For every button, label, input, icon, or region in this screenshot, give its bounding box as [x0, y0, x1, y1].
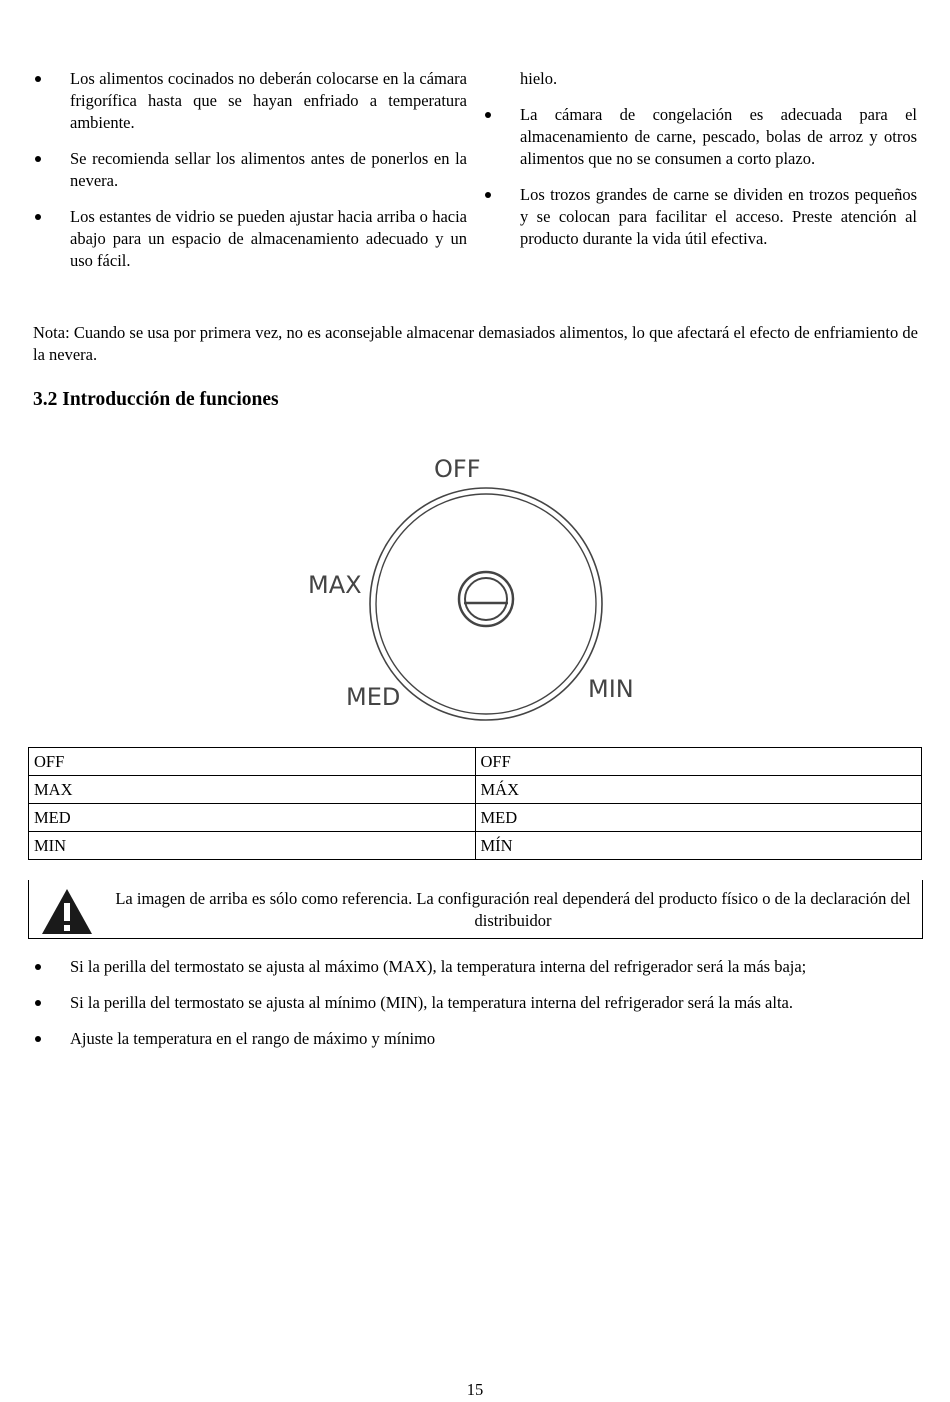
- dial-label-min: MIN: [588, 675, 634, 703]
- dial-label-med: MED: [346, 683, 401, 711]
- table-row: [29, 776, 922, 804]
- page-number: 15: [466, 1380, 484, 1399]
- thermostat-dial-diagram: [300, 445, 650, 745]
- list-item: Se recomienda sellar los alimentos antes de ponerlos en la nevera.: [33, 148, 467, 192]
- section-heading: 3.2 Introducción de funciones: [33, 389, 279, 410]
- left-column: [33, 68, 467, 272]
- right-column: [483, 68, 917, 250]
- dial-label-max: MAX: [308, 571, 362, 599]
- note-paragraph: Nota: Cuando se usa por primera vez, no es aconsejable almacenar demasiados alimentos, lo que afectará el efecto de enfriamiento de la nevera.: [33, 323, 918, 364]
- list-item: La cámara de congelación es adecuada para el almacenamiento de carne, pescado, bolas de arroz y otros alimentos que no se consumen a corto plazo.: [483, 104, 917, 170]
- list-item: Si la perilla del termostato se ajusta al máximo (MAX), la temperatura interna del refrigerador será la más baja;: [33, 956, 918, 978]
- list-item: Ajuste la temperatura en el rango de máximo y mínimo: [33, 1028, 918, 1050]
- dial-knob-icon: [459, 572, 513, 626]
- settings-table: [28, 747, 922, 860]
- list-item: Los trozos grandes de carne se dividen en trozos pequeños y se colocan para facilitar el acceso. Preste atención al producto durante la vida útil efectiva.: [483, 184, 917, 250]
- continued-text: hielo.: [520, 69, 558, 88]
- dial-label-off: OFF: [434, 455, 481, 483]
- list-item: Si la perilla del termostato se ajusta al mínimo (MIN), la temperatura interna del refrigerador será la más alta.: [33, 992, 918, 1014]
- table-row: [29, 832, 922, 860]
- list-item: Los estantes de vidrio se pueden ajustar hacia arriba o hacia abajo para un espacio de almacenamiento adecuado y un uso fácil.: [33, 206, 467, 272]
- table-cell: OFF: [475, 748, 922, 776]
- table-cell: MÍN: [475, 832, 922, 860]
- warning-box: [28, 880, 923, 939]
- warning-text: La imagen de arriba es sólo como referencia. La configuración real dependerá del producto físico o de la declaración del distribuidor: [115, 889, 911, 930]
- table-cell: MED: [475, 804, 922, 832]
- list-item: Los alimentos cocinados no deberán colocarse en la cámara frigorífica hasta que se hayan enfriado a temperatura ambiente.: [33, 68, 467, 134]
- table-cell: MED: [29, 804, 476, 832]
- table-row: [29, 748, 922, 776]
- table-cell: MIN: [29, 832, 476, 860]
- table-cell: MÁX: [475, 776, 922, 804]
- table-cell: OFF: [29, 748, 476, 776]
- warning-triangle-icon: [40, 886, 94, 936]
- thermostat-instructions: [33, 956, 918, 1064]
- table-cell: MAX: [29, 776, 476, 804]
- table-row: [29, 804, 922, 832]
